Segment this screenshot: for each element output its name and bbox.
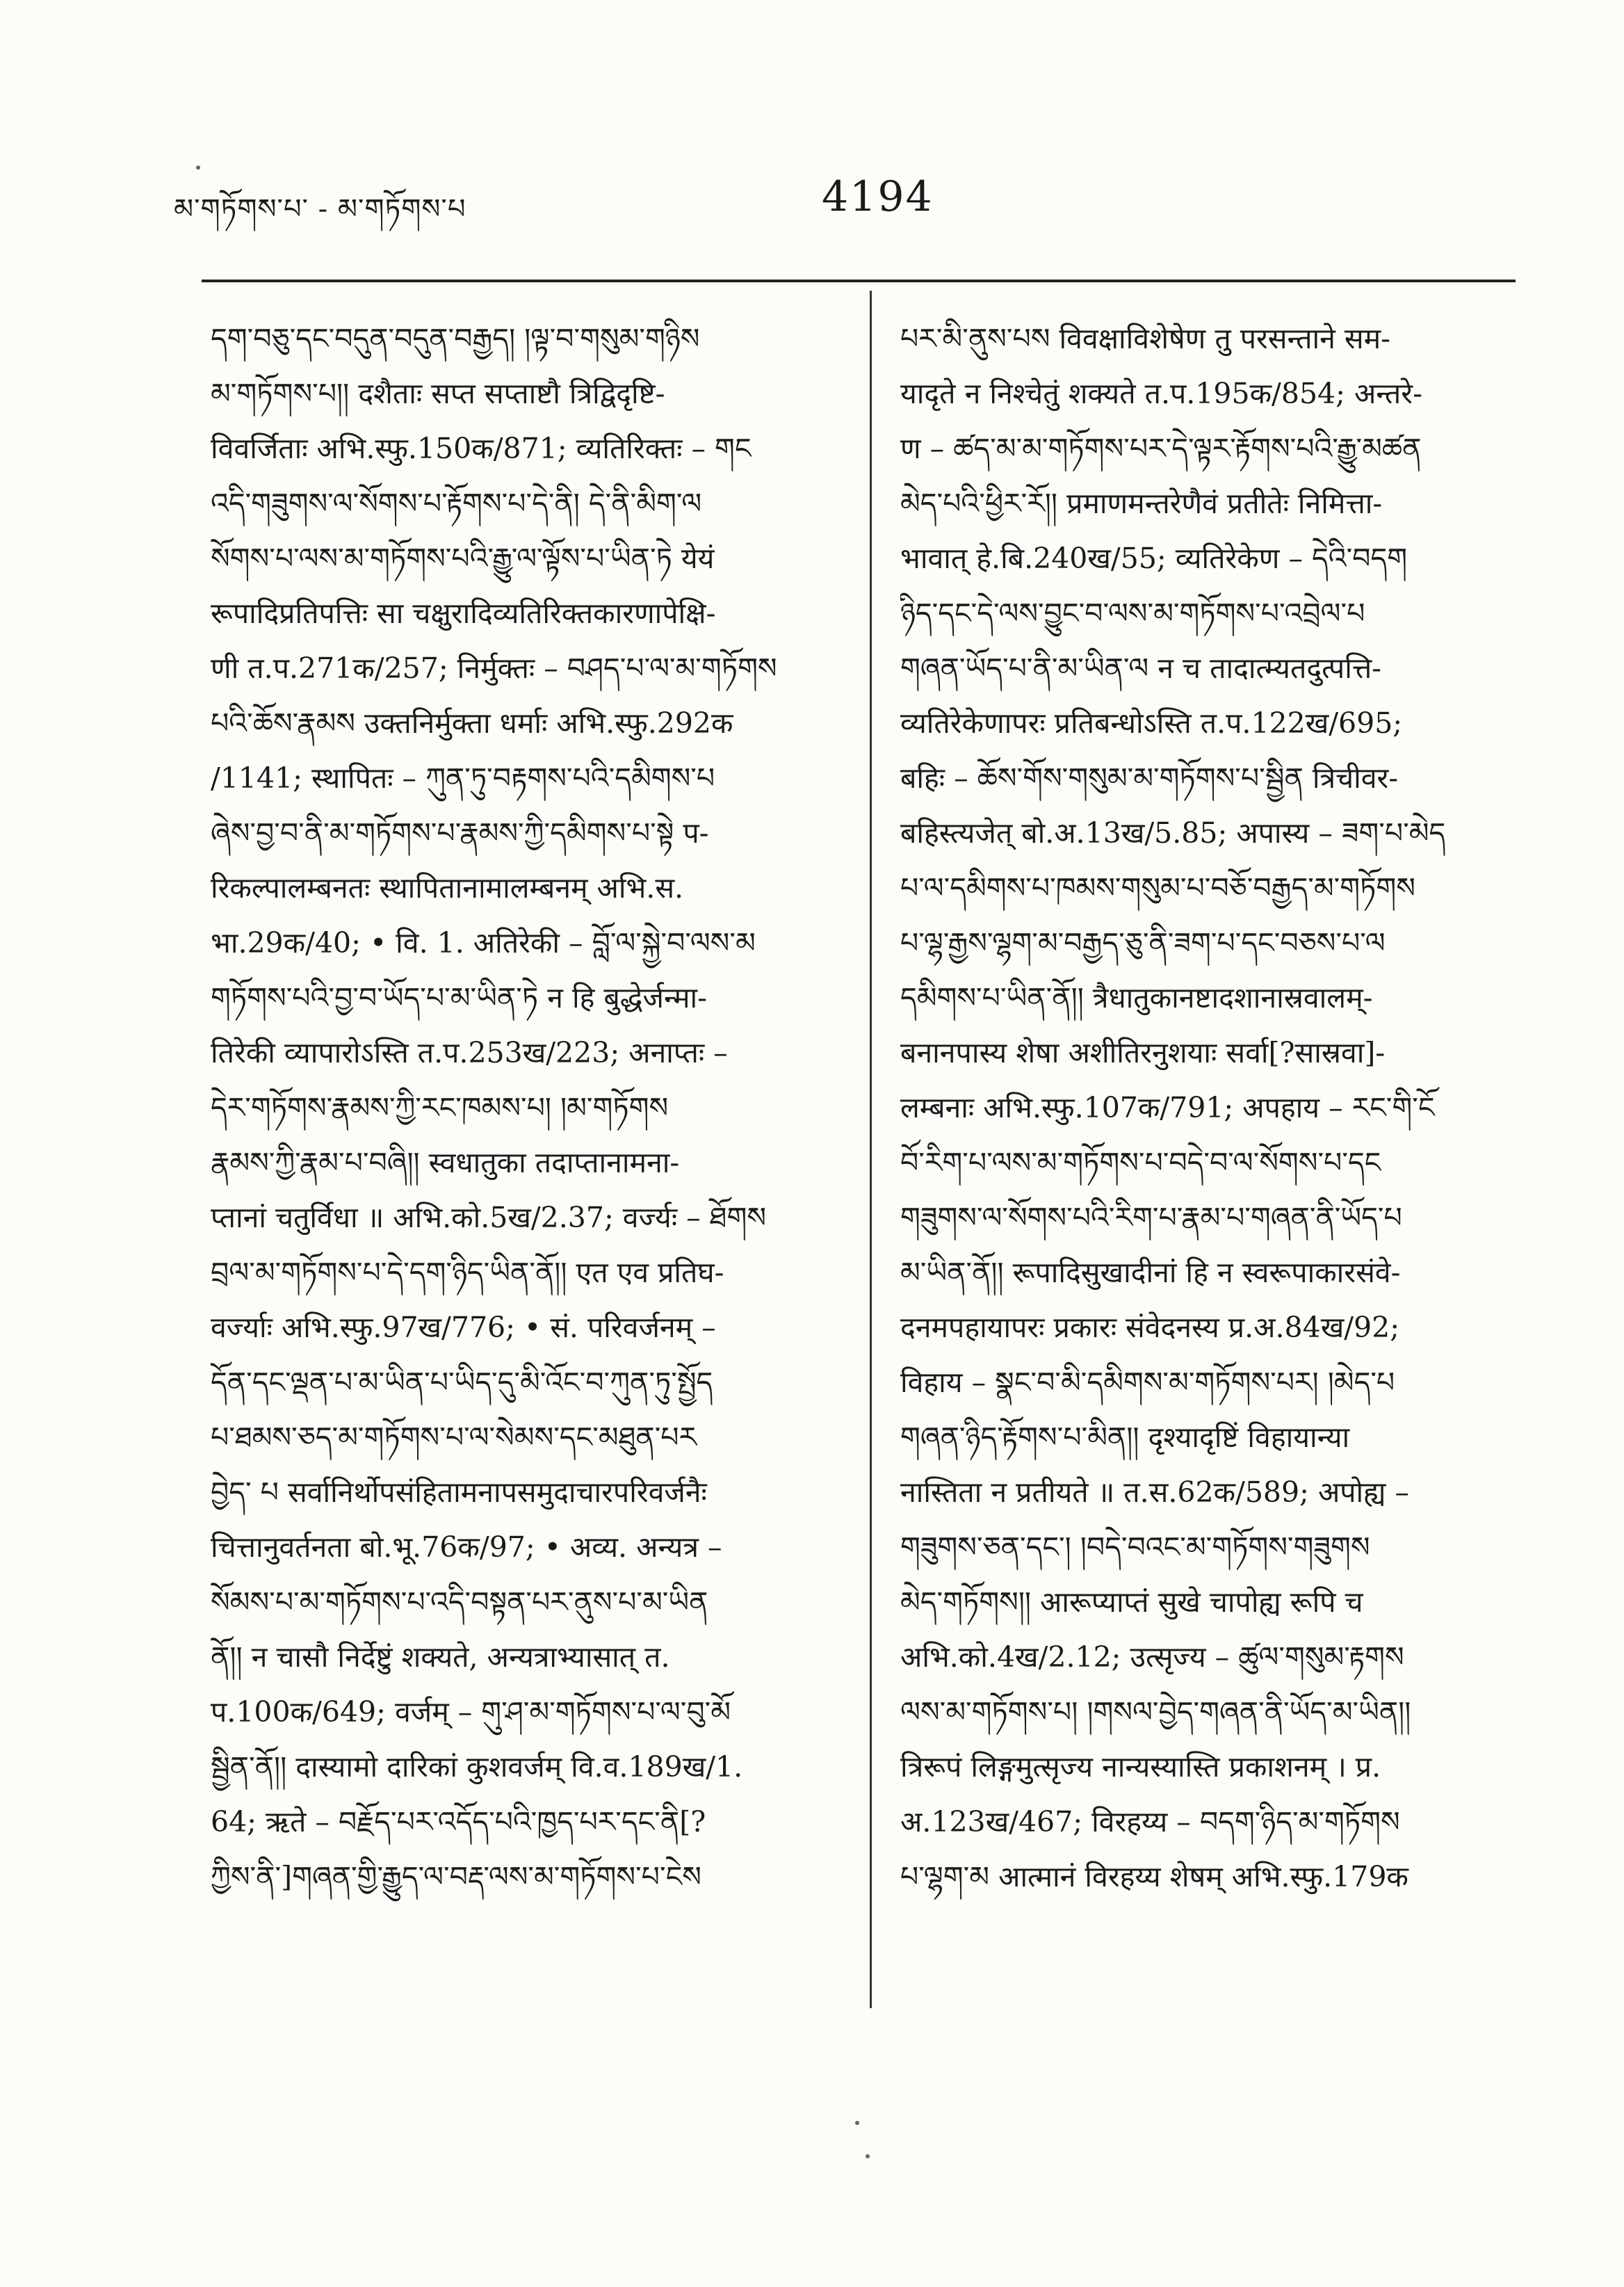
text-line: बहिः – ཆོས་གོས་གསུམ་མ་གཏོགས་པ་སྦྱིན त्रिचीवर- (900, 761, 1399, 795)
text-line: སོགས་པ་ལས་མ་གཏོགས་པའི་རྒྱུ་ལ་ལྟོས་པ་ཡིན་ཏེ येयं (211, 542, 715, 575)
text-line: དེར་གཏོགས་རྣམས་ཀྱི་རང་ཁམས་པ། །མ་གཏོགས (211, 1091, 669, 1124)
text-line: གཞན་ཡོད་པ་ནི་མ་ཡིན་ལ न च तादात्म्यतदुत्पत्ति- (900, 652, 1382, 685)
text-line: 64; ऋते – བརྗོད་པར་འདོད་པའི་ཁྱད་པར་དང་ནི[? (211, 1805, 706, 1839)
text-line: वर्ज्याः अभि.स्फु.97ख/776; • सं. परिवर्जनम् – (211, 1311, 716, 1344)
margin-speck (196, 165, 200, 170)
text-line: णी त.प.271क/257; निर्मुक्तः – བཤད་པ་ལ་མ་གཏོགས (211, 652, 777, 685)
text-line: འདི་གཟུགས་ལ་སོགས་པ་རྟོགས་པ་དེ་ནི། དེ་ནི་མིག་ལ (211, 487, 702, 520)
margin-speck (855, 2121, 859, 2125)
text-line: चित्तानुवर्तनता बो.भू.76क/97; • अव्य. अन्यत्र – (211, 1530, 722, 1564)
text-line: དག་བཅུ་དང་བདུན་བདུན་བརྒྱད། །ལྟ་བ་གསུམ་གཉིས (211, 322, 700, 355)
text-line: नास्तिता न प्रतीयते ॥ त.स.62क/589; अपोह्य – (900, 1476, 1409, 1509)
text-line: གཟུགས་ལ་སོགས་པའི་རིག་པ་རྣམ་པ་གཞན་ནི་ཡོད་པ (900, 1201, 1402, 1234)
margin-speck (866, 2154, 870, 2158)
text-line: अ.123ख/467; विरहय्य – བདག་ཉིད་མ་གཏོགས (900, 1805, 1400, 1839)
text-line: रूपादिप्रतिपत्तिः सा चक्षुरादिव्यतिरिक्तकारणापेक्षि- (211, 597, 716, 630)
text-line: /1141; स्थापितः – ཀུན་ཏུ་བརྟགས་པའི་དམིགས་པ (211, 761, 715, 795)
text-line: པར་མི་ནུས་པས विवक्षाविशेषेण तु परसन्ताने सम- (900, 322, 1391, 355)
text-line: प.100क/649; वर्जम् – གུ་ཤ་མ་གཏོགས་པ་ལ་བུ་མོ (211, 1695, 731, 1729)
text-line: प्तानां चतुर्विधा ॥ अभि.को.5ख/2.37; वर्ज्यः – ཐོགས (211, 1201, 766, 1234)
text-line: དོན་དང་ལྡན་པ་མ་ཡིན་པ་ཡིད་དུ་མི་འོང་བ་ཀུན་ཏུ་སྤྱོད (211, 1366, 713, 1399)
text-line: གཞན་ཉིད་རྟོགས་པ་མིན།། दृश्यादृष्टिं विहायान्या (900, 1421, 1350, 1454)
text-line: तिरेकी व्यापारोऽस्ति त.प.253ख/223; अनाप्तः – (211, 1036, 728, 1069)
text-line: སྦྱིན་ནོ།། दास्यामो दारिकां कुशवर्जम् वि.व.189ख/1. (211, 1750, 743, 1784)
text-line: ཀྱིས་ནི་]གཞན་གྱི་རྒྱུད་ལ་བརྡ་ལས་མ་གཏོགས་པ་ངེས (211, 1860, 701, 1893)
text-line: ण – ཚད་མ་མ་གཏོགས་པར་དེ་ལྟར་རྟོགས་པའི་རྒྱུ་མཚན (900, 432, 1422, 465)
text-line: विहाय – སྣང་བ་མི་དམིགས་མ་གཏོགས་པར། །མེད་པ (900, 1366, 1395, 1399)
text-line: भावात् हे.बि.240ख/55; व्यतिरेकेण – དེའི་བདག (900, 542, 1408, 575)
text-line: པ་ལྷག་མ आत्मानं विरहय्य शेषम् अभि.स्फु.179क (900, 1860, 1408, 1893)
text-line: དམིགས་པ་ཡིན་ནོ།། त्रैधातुकानष्टादशानास्रवालम्- (900, 981, 1373, 1015)
text-line: མ་ཡིན་ནོ།། रूपादिसुखादीनां हि न स्वरूपाकारसंवे- (900, 1256, 1401, 1289)
text-line: སོམས་པ་མ་གཏོགས་པ་འདི་བསྟན་པར་ནུས་པ་མ་ཡིན (211, 1585, 708, 1619)
text-line: भा.29क/40; • वि. 1. अतिरेकी – བློ་ལ་སྐྱེ་བ་ལས་མ (211, 926, 756, 960)
header-rule (202, 280, 1516, 282)
text-line: ཉིད་དང་དེ་ལས་བྱུང་བ་ལས་མ་གཏོགས་པ་འབྲེལ་པ (900, 597, 1365, 630)
text-line: ལས་མ་གཏོགས་པ། །གསལ་བྱེད་གཞན་ནི་ཡོད་མ་ཡིན།། (900, 1695, 1411, 1729)
text-line: बहिस्त्यजेत् बो.अ.13ख/5.85; अपास्य – ཟག་པ་མེད (900, 816, 1446, 850)
text-line: བོ་རིག་པ་ལས་མ་གཏོགས་པ་བདེ་བ་ལ་སོགས་པ་དང (900, 1146, 1381, 1179)
text-line: བྱེད་ པ सर्वानिर्थोपसंहितामनापसमुदाचारपरिवर्जनैः (211, 1476, 707, 1509)
text-line: दनमपहायापरः प्रकारः संवेदनस्य प्र.अ.84ख/92; (900, 1311, 1400, 1344)
text-line: लम्बनाः अभि.स्फु.107क/791; अपहाय – རང་གི་ངོ (900, 1091, 1435, 1124)
text-line: विवर्जिताः अभि.स्फु.150क/871; व्यतिरिक्तः – གང (211, 432, 752, 465)
text-line: རྣམས་ཀྱི་རྣམ་པ་བཞི།། स्वधातुका तदाप्तानामना- (211, 1146, 680, 1179)
text-line: ཞེས་བྱ་བ་ནི་མ་གཏོགས་པ་རྣམས་ཀྱི་དམིགས་པ་སྟེ प- (211, 816, 709, 850)
text-line: अभि.को.4ख/2.12; उत्सृज्य – ཚུལ་གསུམ་རྟགས (900, 1640, 1404, 1674)
right-column (900, 312, 1526, 2036)
text-line: གཏོགས་པའི་བྱ་བ་ཡོད་པ་མ་ཡིན་ཏེ न हि बुद्धेर्जन्मा- (211, 981, 707, 1015)
text-line: མ་གཏོགས་པ།། दशैताः सप्त सप्ताष्टौ त्रिद्विदृष्टि- (211, 377, 665, 410)
left-column (211, 312, 836, 2036)
text-line: त्रिरूपं लिङ्गमुत्सृज्य नान्यस्यास्ति प्रकाशनम् । प्र. (900, 1750, 1381, 1784)
text-line: ནོ།། न चासौ निर्देष्टुं शक्यते, अन्यत्राभ्यासात् त. (211, 1640, 670, 1674)
running-head: མ་གཏོགས་པ་ - མ་གཏོགས་པ (174, 193, 466, 225)
text-line: यादृते न निश्चेतुं शक्यते त.प.195क/854; अन्तरे- (900, 377, 1422, 410)
text-line: रिकल्पालम्बनतः स्थापितानामालम्बनम् अभि.स. (211, 871, 684, 905)
text-line: པའི་ཆོས་རྣམས उक्तनिर्मुक्ता धर्माः अभि.स्फु.292क (211, 706, 733, 740)
text-line: པ་ལྷ་རྒྱས་ལྷག་མ་བརྒྱད་ཅུ་ནི་ཟག་པ་དང་བཅས་པ་ལ (900, 926, 1386, 960)
text-line: པ་ཐམས་ཅད་མ་གཏོགས་པ་ལ་སེམས་དང་མཐུན་པར (211, 1421, 697, 1454)
text-line: པ་ལ་དམིགས་པ་ཁམས་གསུམ་པ་བཅོ་བརྒྱད་མ་གཏོགས (900, 871, 1415, 905)
column-divider (870, 291, 872, 2008)
text-line: बनानपास्य शेषा अशीतिरनुशयाः सर्वा[?सास्रवा]- (900, 1036, 1386, 1069)
text-line: མེད་གཏོགས།། आरूप्याप्तं सुखे चापोह्य रूपि च (900, 1585, 1363, 1619)
text-line: གཟུགས་ཅན་དང་། །བདེ་བའང་མ་གཏོགས་གཟུགས (900, 1530, 1370, 1564)
text-line: व्यतिरेकेणापरः प्रतिबन्धोऽस्ति त.प.122ख/695; (900, 706, 1403, 740)
page-number: 4194 (822, 172, 934, 221)
text-line: མེད་པའི་ཕྱིར་རོ།། प्रमाणमन्तरेणैवं प्रतीतेः निमित्ता- (900, 487, 1383, 520)
text-line: བྲལ་མ་གཏོགས་པ་དེ་དག་ཉིད་ཡིན་ནོ།། एत एव प्रतिघ- (211, 1256, 724, 1289)
